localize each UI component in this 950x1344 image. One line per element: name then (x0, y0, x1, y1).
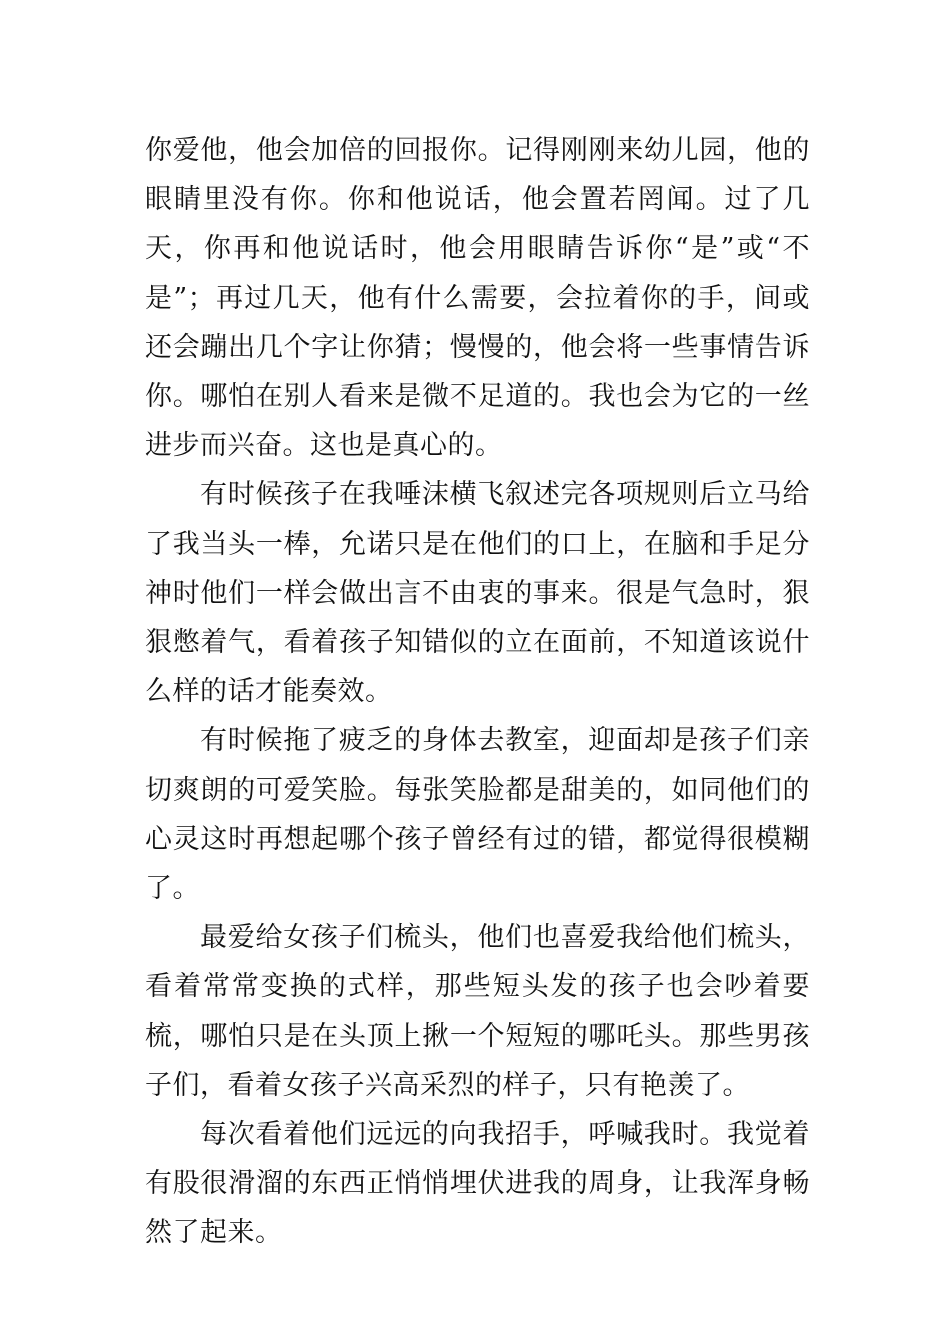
paragraph-5: 每次看着他们远远的向我招手，呼喊我时。我觉着有股很滑溜的东西正悄悄埋伏进我的周身，让我浑身畅然了起来。 (145, 1119, 810, 1249)
paragraph-4: 最爱给女孩子们梳头，他们也喜爱我给他们梳头，看着常常变换的式样，那些短头发的孩子也会吵着要梳，哪怕只是在头顶上揪一个短短的哪吒头。那些男孩子们，看着女孩子兴高采烈的样子，只有艳羡了。 (145, 922, 810, 1101)
paragraph-3: 有时候拖了疲乏的身体去教室，迎面却是孩子们亲切爽朗的可爱笑脸。每张笑脸都是甜美的，如同他们的心灵这时再想起哪个孩子曾经有过的错，都觉得很模糊了。 (145, 725, 810, 905)
paragraph-1: 你爱他，他会加倍的回报你。记得刚刚来幼儿园，他的眼睛里没有你。你和他说话，他会置若罔闻。过了几天，你再和他说话时，他会用眼睛告诉你“是”或“不是”；再过几天，他有什么需要，会拉着你的手，间或还会蹦出几个字让你猜；慢慢的，他会将一些事情告诉你。哪怕在别人看来是微不足道的。我也会为它的一丝进步而兴奋。这也是真心的。 (145, 135, 810, 462)
body-text (145, 126, 810, 1258)
paragraph-2: 有时候孩子在我唾沫横飞叙述完各项规则后立马给了我当头一棒，允诺只是在他们的口上，在脑和手足分神时他们一样会做出言不由衷的事来。很是气急时，狠狠憋着气，看着孩子知错似的立在面前，不知道该说什么样的话才能奏效。 (145, 479, 810, 708)
